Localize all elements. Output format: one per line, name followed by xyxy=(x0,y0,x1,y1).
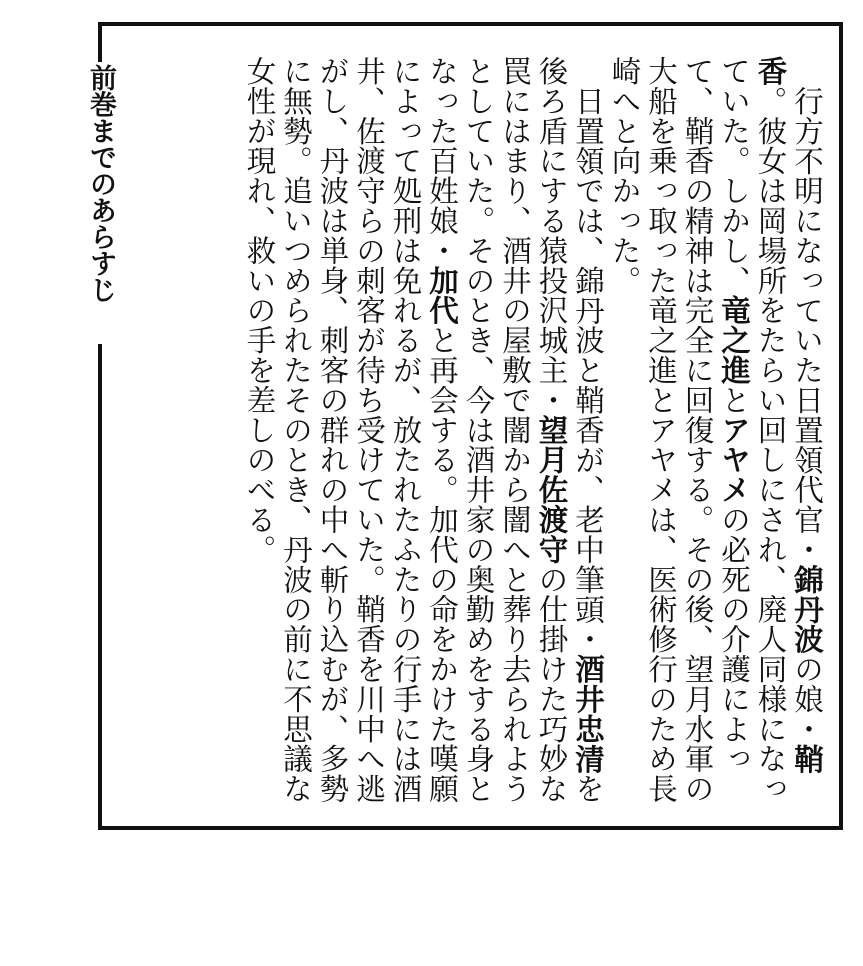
text-segment: と再会する。加代の命をかけた嘆願によって処刑は免れるが、放たれたふたりの行手には酒井、佐渡守らの刺客が待ち受けていた。鞘香を川中へ逃がし、丹波は単身、刺客の群れの中へ斬り込むが、多勢に無勢。追いつめられたそのとき、丹波の前に不思議な女性が現れ、救いの手を差しのべる。 xyxy=(242,56,459,804)
text-segment: を後ろ盾にする猿投沢城主・ xyxy=(534,56,605,804)
character-name: 望月佐渡守 xyxy=(534,414,569,565)
frame-left-border-bottom xyxy=(98,344,102,830)
character-name: 鞘香 xyxy=(753,56,824,774)
character-name: 錦丹波 xyxy=(790,563,824,654)
synopsis-body xyxy=(135,56,825,816)
frame-left-border-top xyxy=(98,22,102,62)
text-segment: 日置領では、錦丹波と鞘香が、老中筆頭・ xyxy=(571,85,605,654)
text-segment: 。彼女は岡場所をたらい回しにされ、廃人同様になっていた。しかし、 xyxy=(717,56,788,804)
character-name: 加代 xyxy=(425,265,459,326)
text-segment: の娘・ xyxy=(790,653,824,744)
synopsis-heading: 前巻までのあらすじ xyxy=(85,64,116,303)
character-name: 酒井忠清 xyxy=(571,653,605,774)
synopsis-paragraph xyxy=(606,56,825,816)
character-name: 竜之進 xyxy=(717,295,751,385)
synopsis-paragraph xyxy=(241,56,606,816)
text-segment: と xyxy=(717,384,751,415)
text-segment: の仕掛けた巧妙な罠にはまり、酒井の屋敷で闇から闇へと葬り去られようとしていた。そのとき、今は酒井家の奥勤めをする身となった百姓娘・ xyxy=(425,56,569,804)
text-segment: 行方不明になっていた日置領代官・ xyxy=(790,85,824,564)
text-segment: の必死の介護によって、鞘香の精神は完全に回復する。その後、望月水軍の大船を乗っ取った竜之進とアヤメは、医術修行のため長崎へと向かった。 xyxy=(607,56,751,804)
character-name: アヤメ xyxy=(717,414,751,505)
